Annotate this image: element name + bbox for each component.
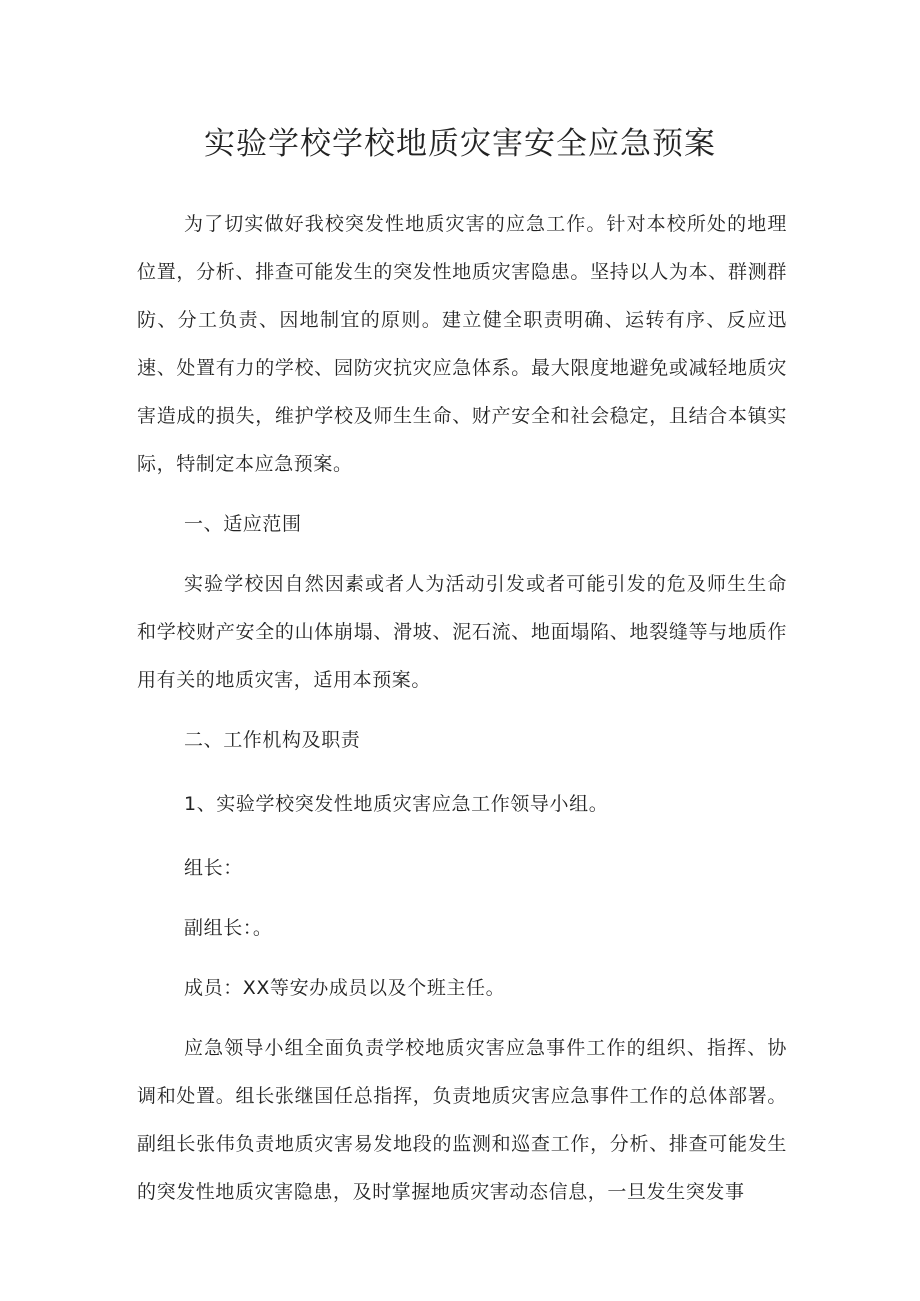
document-body — [137, 200, 787, 1216]
section-heading-scope: 一、适应范围 — [184, 513, 302, 535]
intro-paragraph: 为了切实做好我校突发性地质灾害的应急工作。针对本校所处的地理位置，分析、排查可能发生的突发性地质灾害隐患。坚持以人为本、群测群防、分工负责、因地制宜的原则。建立健全职责明确、运转有序、反应迅速、处置有力的学校、园防灾抗灾应急体系。最大限度地避免或减轻地质灾害造成的损失，维护学校及师生生命、财产安全和社会稳定，且结合本镇实际，特制定本应急预案。 — [137, 213, 787, 475]
document-title: 实验学校学校地质灾害安全应急预案 — [204, 126, 716, 162]
group-leader-line: 组长： — [184, 857, 243, 879]
scope-paragraph: 实验学校因自然因素或者人为活动引发或者可能引发的危及师生生命和学校财产安全的山体崩塌、滑坡、泥石流、地面塌陷、地裂缝等与地质作用有关的地质灾害，适用本预案。 — [137, 573, 787, 691]
section-heading-organization: 二、工作机构及职责 — [184, 729, 361, 751]
responsibility-paragraph: 应急领导小组全面负责学校地质灾害应急事件工作的组织、指挥、协调和处置。组长张继国任总指挥，负责地质灾害应急事件工作的总体部署。副组长张伟负责地质灾害易发地段的监测和巡查工作，分析、排查可能发生的突发性地质灾害隐患，及时掌握地质灾害动态信息，一旦发生突发事 — [137, 1037, 787, 1203]
leading-group-item: 1、实验学校突发性地质灾害应急工作领导小组。 — [184, 793, 609, 815]
members-line: 成员：XX等安办成员以及个班主任。 — [184, 977, 506, 999]
deputy-leader-line: 副组长：。 — [184, 917, 273, 939]
